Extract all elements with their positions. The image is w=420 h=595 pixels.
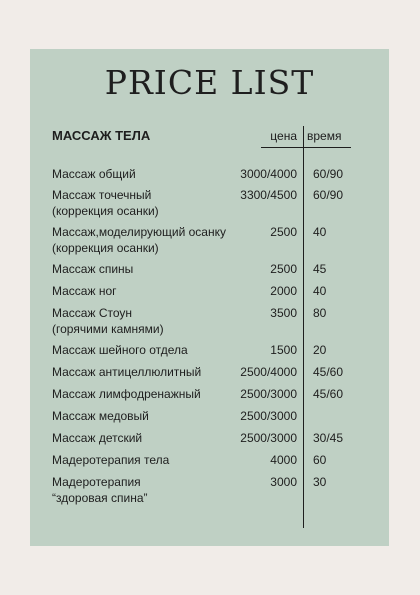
service-name-line1: Массаж антицеллюлитный: [52, 365, 202, 379]
service-price: 2500: [270, 262, 297, 276]
service-name: [52, 364, 201, 380]
service-name-line1: Массаж лимфодренажный: [52, 387, 201, 401]
service-time: 80: [313, 306, 327, 320]
service-price: 2000: [270, 284, 297, 298]
service-price: 2500/3000: [240, 409, 297, 423]
service-price: 1500: [270, 343, 297, 357]
service-name: [52, 386, 201, 402]
service-name: [52, 430, 142, 446]
service-time: 40: [313, 225, 327, 239]
service-price: 2500/3000: [240, 431, 297, 445]
service-price: 3500: [270, 306, 297, 320]
service-time: 60/90: [313, 167, 344, 181]
service-name: [52, 452, 169, 468]
service-name-line2: “здоровая спина”: [52, 491, 148, 505]
service-name-line1: Массаж спины: [52, 262, 134, 276]
price-list-card: [30, 49, 389, 546]
service-price: 3300/4500: [240, 188, 297, 202]
service-price: 3000: [270, 475, 297, 489]
service-name-line1: Массаж медовый: [52, 409, 149, 423]
service-price: 4000: [270, 453, 297, 467]
service-name-line1: Мадеротерапия тела: [52, 453, 170, 467]
service-name: [52, 342, 188, 358]
service-name: [52, 305, 164, 337]
service-price: 3000/4000: [240, 167, 297, 181]
service-time: 30/45: [313, 431, 344, 445]
service-name-line1: Массаж,моделирующий осанку: [52, 225, 226, 239]
service-time: 60/90: [313, 188, 344, 202]
service-name: [52, 474, 148, 506]
service-price: 2500: [270, 225, 297, 239]
service-price: 2500/3000: [240, 387, 297, 401]
service-name-line1: Мадеротерапия: [52, 475, 141, 489]
service-name: [52, 224, 226, 256]
service-name-line2: (коррекция осанки): [52, 241, 159, 255]
service-name: [52, 408, 149, 424]
service-name-line1: Массаж общий: [52, 167, 136, 181]
service-time: 30: [313, 475, 327, 489]
service-time: 40: [313, 284, 327, 298]
service-name-line1: Массаж ног: [52, 284, 117, 298]
header-underline: [261, 147, 351, 148]
service-name-line2: (горячими камнями): [52, 322, 164, 336]
service-time: 45/60: [313, 387, 344, 401]
service-name-line1: Массаж детский: [52, 431, 143, 445]
section-title: МАССАЖ ТЕЛА: [52, 128, 151, 143]
service-name: [52, 187, 159, 219]
service-name: [52, 166, 136, 182]
price-column-header: цена: [270, 129, 297, 143]
service-time: 60: [313, 453, 327, 467]
service-time: 20: [313, 343, 327, 357]
service-name: [52, 261, 133, 277]
service-name: [52, 283, 117, 299]
column-divider: [303, 126, 304, 528]
service-price: 2500/4000: [240, 365, 297, 379]
page-title: PRICE LIST: [104, 63, 315, 102]
service-name-line1: Массаж шейного отдела: [52, 343, 188, 357]
service-time: 45: [313, 262, 327, 276]
service-name-line1: Массаж точечный: [52, 188, 152, 202]
service-name-line2: (коррекция осанки): [52, 204, 159, 218]
service-time: 45/60: [313, 365, 344, 379]
time-column-header: время: [307, 129, 342, 143]
service-name-line1: Массаж Стоун: [52, 306, 133, 320]
